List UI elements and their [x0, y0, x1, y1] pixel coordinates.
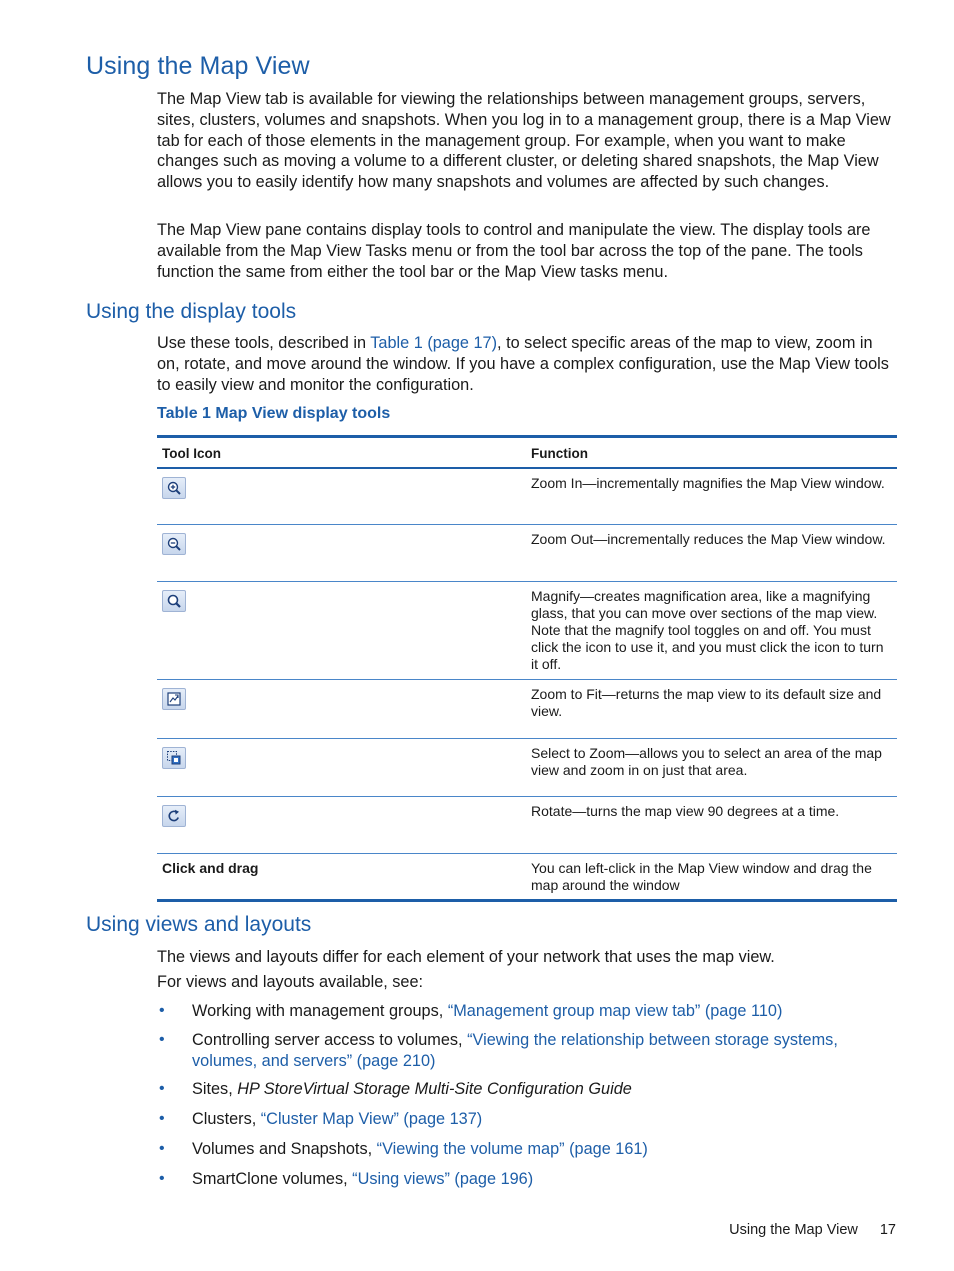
- bullet-icon: •: [159, 1169, 165, 1187]
- bullet-icon: •: [159, 1002, 165, 1019]
- cluster-map-view-link[interactable]: “Cluster Map View” (page 137): [260, 1110, 483, 1129]
- list-item-text: Sites,: [192, 1080, 238, 1099]
- table-caption: Table 1 Map View display tools: [157, 405, 391, 422]
- views-layouts-list: [157, 998, 899, 1190]
- intro-paragraph-2: The Map View pane contains display tools to control and manipulate the view. The display tools are available from the Map View Tasks menu or from the tool bar across the top of the pane. The tools function the same from either the tool bar or the Map View tasks menu.: [157, 221, 871, 281]
- select-to-zoom-icon: [162, 747, 186, 769]
- page-footer: [729, 1222, 896, 1238]
- list-item: [157, 1001, 899, 1022]
- zoom-to-fit-icon: [162, 688, 186, 710]
- table-row: [157, 582, 897, 680]
- zoom-out-icon: [162, 533, 186, 555]
- display-tools-heading: Using the display tools: [86, 300, 297, 323]
- list-item: [157, 1079, 899, 1100]
- table-row: [157, 797, 897, 854]
- magnify-description: Magnify—creates magnification area, like a magnifying glass, that you can move over sections of the map view. Note that the magnify tool toggles on and off. You must click the icon to use it, and you must click the icon to turn it off.: [531, 588, 884, 672]
- table-row: [157, 680, 897, 739]
- rotate-description: Rotate—turns the map view 90 degrees at a time.: [531, 803, 840, 819]
- list-item: [157, 1030, 899, 1072]
- views-layouts-paragraph-1: The views and layouts differ for each element of your network that uses the map view.: [157, 948, 775, 966]
- list-item: [157, 1139, 899, 1160]
- magnify-icon: [162, 590, 186, 612]
- list-item-text: SmartClone volumes,: [192, 1169, 353, 1188]
- click-and-drag-label: Click and drag: [162, 860, 259, 876]
- header-tool-icon: Tool Icon: [162, 446, 221, 461]
- display-tools-text-end: , to select specific areas of the map to view, zoom in on, rotate, and move around the window. If you have a complex configuration, use the Map View tools to easily view and monitor the configuration.: [157, 334, 889, 394]
- views-layouts-heading: Using views and layouts: [86, 913, 312, 936]
- using-views-link[interactable]: “Using views” (page 196): [352, 1169, 534, 1188]
- table-row: [157, 525, 897, 582]
- table-1-link[interactable]: Table 1 (page 17): [370, 334, 498, 352]
- storage-relationship-link[interactable]: “Viewing the relationship between storage systems, volumes, and servers” (page 210): [192, 1030, 838, 1070]
- table-row: [157, 854, 897, 899]
- page-number: 17: [879, 1222, 896, 1238]
- bullet-icon: •: [159, 1110, 165, 1128]
- click-and-drag-description: You can left-click in the Map View window and drag the map around the window: [531, 860, 872, 893]
- multi-site-guide-title: HP StoreVirtual Storage Multi-Site Configuration Guide: [237, 1080, 632, 1099]
- list-item-text: Clusters,: [192, 1110, 261, 1129]
- list-item-text: Working with management groups,: [192, 1002, 448, 1020]
- display-tools-table: [157, 435, 897, 902]
- management-group-map-view-link[interactable]: “Management group map view tab” (page 110): [447, 1002, 783, 1020]
- footer-section-title: Using the Map View: [729, 1222, 858, 1238]
- bullet-icon: •: [159, 1139, 165, 1157]
- volume-map-link[interactable]: “Viewing the volume map” (page 161): [376, 1139, 648, 1158]
- bullet-icon: •: [159, 1080, 165, 1098]
- list-item: [157, 1109, 899, 1130]
- zoom-in-description: Zoom In—incrementally magnifies the Map View window.: [531, 475, 885, 491]
- table-header-row: [157, 438, 897, 469]
- list-item-text: Controlling server access to volumes,: [192, 1030, 468, 1049]
- zoom-out-description: Zoom Out—incrementally reduces the Map View window.: [531, 531, 886, 547]
- header-function: Function: [531, 446, 588, 461]
- select-to-zoom-description: Select to Zoom—allows you to select an area of the map view and zoom in on just that area.: [531, 745, 882, 778]
- table-row: [157, 739, 897, 797]
- page-title: Using the Map View: [86, 52, 310, 80]
- rotate-icon: [162, 805, 186, 827]
- display-tools-paragraph: [157, 333, 899, 395]
- intro-paragraph-1: The Map View tab is available for viewing the relationships between management groups, servers, sites, clusters, volumes and snapshots. When you log in to a management group, there is a Map View tab for each of those elements in the management group. For example, when you want to make changes such as moving a volume to a different cluster, or deleting shared snapshots, the Map View allows you to easily identify how many snapshots and volumes are affected by such changes.: [157, 90, 891, 192]
- list-item: [157, 1169, 899, 1190]
- list-item-text: Volumes and Snapshots,: [192, 1139, 377, 1158]
- bullet-icon: •: [159, 1030, 165, 1048]
- zoom-to-fit-description: Zoom to Fit—returns the map view to its default size and view.: [531, 686, 882, 719]
- table-row: [157, 469, 897, 525]
- views-layouts-paragraph-2: For views and layouts available, see:: [157, 973, 424, 991]
- display-tools-text-start: Use these tools, described in: [157, 334, 371, 352]
- zoom-in-icon: [162, 477, 186, 499]
